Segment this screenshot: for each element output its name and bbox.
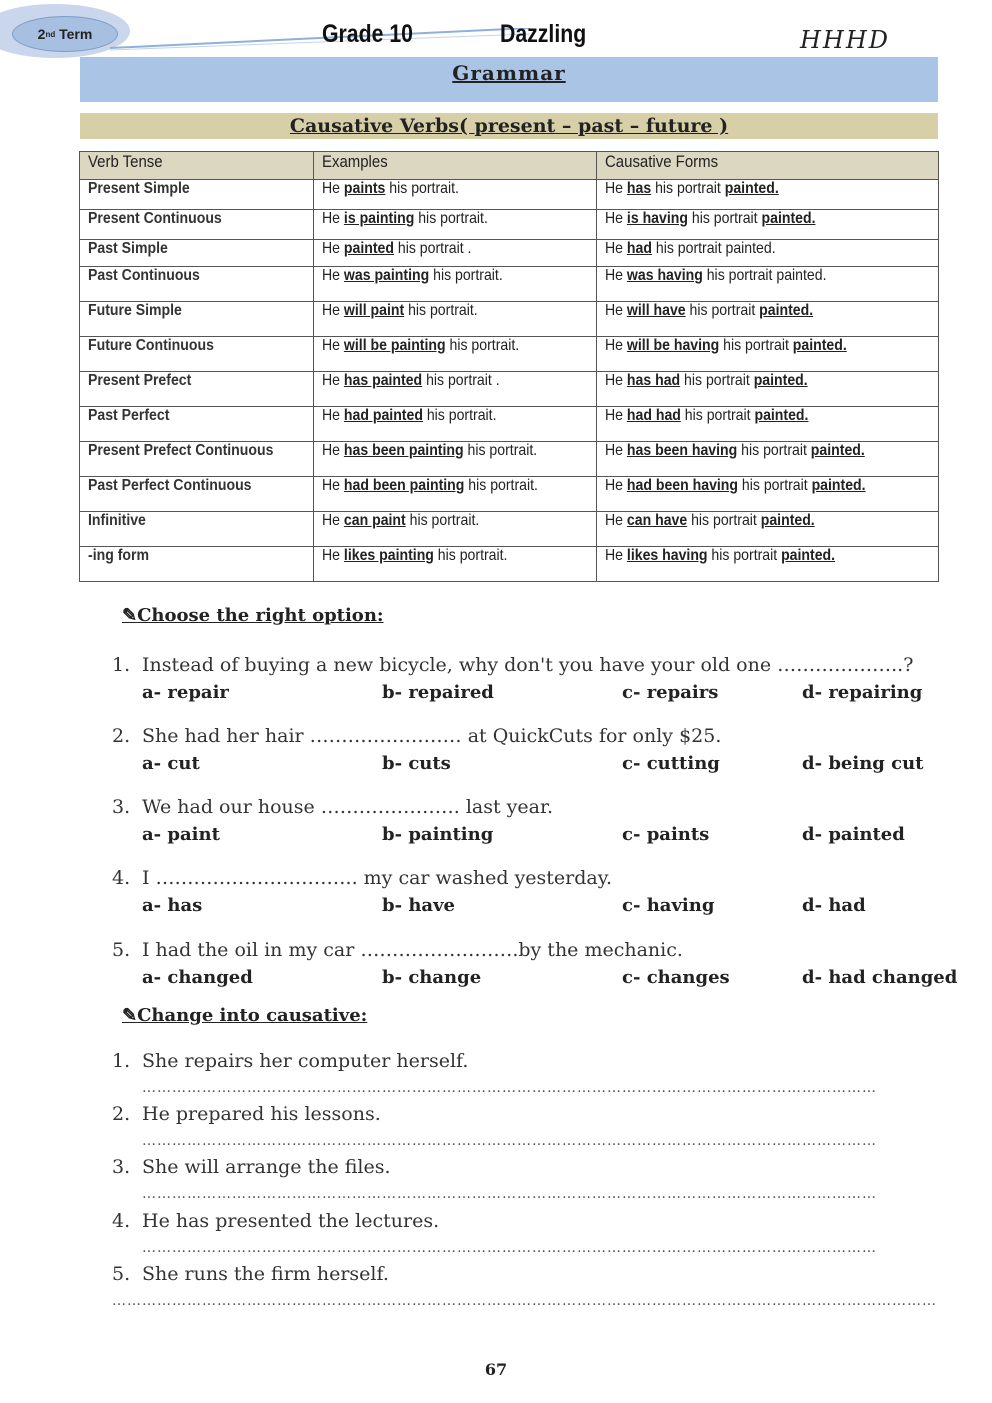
question-number: 1. bbox=[112, 654, 131, 676]
example-cell: He likes painting his portrait. bbox=[313, 547, 596, 582]
verb-tense-cell: Past Simple bbox=[80, 240, 314, 267]
question-text: I ………………………….. my car washed yesterday. bbox=[142, 867, 612, 889]
choose-option-title: ✎Choose the right option: bbox=[122, 605, 384, 626]
example-cell: He had painted his portrait. bbox=[313, 407, 596, 442]
answer-line[interactable]: ………………………………………………………………………………………………………………………………………………… bbox=[112, 1293, 937, 1309]
causative-form-cell: He has had his portrait painted. bbox=[596, 372, 939, 407]
causative-form-cell: He is having his portrait painted. bbox=[596, 210, 939, 240]
verb-tense-cell: Past Perfect bbox=[80, 407, 314, 442]
example-cell: He has painted his portrait . bbox=[313, 372, 596, 407]
table-row bbox=[80, 512, 939, 547]
book-title: Dazzling bbox=[500, 20, 587, 48]
exercise-item bbox=[112, 1263, 389, 1285]
verb-tense-cell: Past Perfect Continuous bbox=[80, 477, 314, 512]
example-cell: He will be painting his portrait. bbox=[313, 337, 596, 372]
exercise-item bbox=[112, 1103, 381, 1125]
page-number: 67 bbox=[484, 1360, 508, 1379]
question bbox=[112, 654, 913, 676]
causative-form-cell: He will be having his portrait painted. bbox=[596, 337, 939, 372]
example-cell: He has been painting his portrait. bbox=[313, 442, 596, 477]
question bbox=[112, 867, 612, 889]
causative-form-cell: He can have his portrait painted. bbox=[596, 512, 939, 547]
table-row bbox=[80, 477, 939, 512]
verb-tense-cell: Past Continuous bbox=[80, 267, 314, 302]
item-text: She runs the firm herself. bbox=[142, 1263, 389, 1285]
item-text: He prepared his lessons. bbox=[142, 1103, 381, 1125]
question bbox=[112, 796, 553, 818]
example-cell: He painted his portrait . bbox=[313, 240, 596, 267]
answer-line[interactable]: ………………………………………………………………………………………………………………………………… bbox=[142, 1133, 877, 1149]
table-row bbox=[80, 407, 939, 442]
verb-tense-cell: Present Prefect Continuous bbox=[80, 442, 314, 477]
answer-option[interactable]: c- repairs bbox=[622, 682, 719, 703]
header-swoosh-decoration bbox=[110, 28, 530, 52]
item-number: 3. bbox=[112, 1156, 131, 1178]
verb-tense-cell: Present Prefect bbox=[80, 372, 314, 407]
column-header: Verb Tense bbox=[80, 152, 314, 180]
question-number: 2. bbox=[112, 725, 131, 747]
table-row bbox=[80, 267, 939, 302]
term-number: 2 bbox=[37, 26, 46, 42]
causative-title: Causative Verbs( present – past – future ) bbox=[289, 115, 729, 137]
table-row bbox=[80, 547, 939, 582]
table-row bbox=[80, 180, 939, 210]
answer-option[interactable]: a- repair bbox=[142, 682, 229, 703]
verb-tense-cell: Infinitive bbox=[80, 512, 314, 547]
answer-option[interactable]: b- repaired bbox=[382, 682, 494, 703]
answer-line[interactable]: ………………………………………………………………………………………………………………………………… bbox=[142, 1186, 877, 1202]
table-row bbox=[80, 302, 939, 337]
example-cell: He will paint his portrait. bbox=[313, 302, 596, 337]
answer-option[interactable]: b- cuts bbox=[382, 753, 451, 774]
causative-form-cell: He will have his portrait painted. bbox=[596, 302, 939, 337]
question-number: 4. bbox=[112, 867, 131, 889]
item-number: 5. bbox=[112, 1263, 131, 1285]
item-number: 1. bbox=[112, 1050, 131, 1072]
answer-option[interactable]: b- painting bbox=[382, 824, 494, 845]
causative-form-cell: He has been having his portrait painted. bbox=[596, 442, 939, 477]
term-badge-label bbox=[12, 16, 118, 52]
answer-option[interactable]: d- being cut bbox=[802, 753, 924, 774]
answer-option[interactable]: c- having bbox=[622, 895, 715, 916]
exercise-item bbox=[112, 1156, 391, 1178]
answer-option[interactable]: c- paints bbox=[622, 824, 710, 845]
table-row bbox=[80, 240, 939, 267]
verb-tense-cell: Present Continuous bbox=[80, 210, 314, 240]
answer-option[interactable]: a- cut bbox=[142, 753, 200, 774]
answer-option[interactable]: d- repairing bbox=[802, 682, 923, 703]
causative-banner bbox=[80, 113, 938, 139]
causative-form-cell: He likes having his portrait painted. bbox=[596, 547, 939, 582]
causative-verbs-table bbox=[79, 151, 939, 582]
causative-form-cell: He had been having his portrait painted. bbox=[596, 477, 939, 512]
question-number: 5. bbox=[112, 939, 131, 961]
grade-label: Grade 10 bbox=[322, 20, 413, 48]
exercise-item bbox=[112, 1210, 439, 1232]
item-text: She repairs her computer herself. bbox=[142, 1050, 469, 1072]
answer-option[interactable]: d- painted bbox=[802, 824, 905, 845]
answer-option[interactable]: c- changes bbox=[622, 967, 730, 988]
causative-form-cell: He had his portrait painted. bbox=[596, 240, 939, 267]
answer-line[interactable]: ………………………………………………………………………………………………………………………………… bbox=[142, 1080, 877, 1096]
answer-line[interactable]: ………………………………………………………………………………………………………………………………… bbox=[142, 1240, 877, 1256]
example-cell: He had been painting his portrait. bbox=[313, 477, 596, 512]
item-number: 4. bbox=[112, 1210, 131, 1232]
answer-option[interactable]: b- have bbox=[382, 895, 455, 916]
term-ordinal: nd bbox=[45, 29, 56, 39]
verb-tense-cell: Present Simple bbox=[80, 180, 314, 210]
table-header-row bbox=[80, 152, 939, 180]
question-text: She had her hair …………………… at QuickCuts for only $25. bbox=[142, 725, 722, 747]
item-text: He has presented the lectures. bbox=[142, 1210, 440, 1232]
question-number: 3. bbox=[112, 796, 131, 818]
exercise-item bbox=[112, 1050, 468, 1072]
column-header: Examples bbox=[313, 152, 596, 180]
grammar-title: Grammar bbox=[452, 61, 566, 85]
table-row bbox=[80, 442, 939, 477]
answer-option[interactable]: d- had changed bbox=[802, 967, 958, 988]
question bbox=[112, 939, 683, 961]
causative-form-cell: He was having his portrait painted. bbox=[596, 267, 939, 302]
table-row bbox=[80, 337, 939, 372]
item-number: 2. bbox=[112, 1103, 131, 1125]
table-row bbox=[80, 372, 939, 407]
answer-option[interactable]: b- change bbox=[382, 967, 482, 988]
answer-option[interactable]: a- paint bbox=[142, 824, 220, 845]
column-header: Causative Forms bbox=[596, 152, 939, 180]
example-cell: He can paint his portrait. bbox=[313, 512, 596, 547]
item-text: She will arrange the files. bbox=[142, 1156, 391, 1178]
change-causative-title: ✎Change into causative: bbox=[122, 1005, 368, 1026]
term-word: Term bbox=[59, 26, 93, 42]
causative-form-cell: He has his portrait painted. bbox=[596, 180, 939, 210]
causative-form-cell: He had had his portrait painted. bbox=[596, 407, 939, 442]
answer-option[interactable]: c- cutting bbox=[622, 753, 720, 774]
question-text: I had the oil in my car …………………….by the mechanic. bbox=[142, 939, 683, 961]
verb-tense-cell: -ing form bbox=[80, 547, 314, 582]
example-cell: He paints his portrait. bbox=[313, 180, 596, 210]
answer-option[interactable]: a- has bbox=[142, 895, 203, 916]
example-cell: He is painting his portrait. bbox=[313, 210, 596, 240]
answer-option[interactable]: d- had bbox=[802, 895, 866, 916]
question-text: Instead of buying a new bicycle, why don't you have your old one ………………..? bbox=[142, 654, 914, 676]
answer-option[interactable]: a- changed bbox=[142, 967, 253, 988]
question bbox=[112, 725, 721, 747]
grammar-banner bbox=[80, 57, 938, 102]
verb-tense-cell: Future Continuous bbox=[80, 337, 314, 372]
example-cell: He was painting his portrait. bbox=[313, 267, 596, 302]
question-text: We had our house …………………. last year. bbox=[142, 796, 554, 818]
verb-tense-cell: Future Simple bbox=[80, 302, 314, 337]
table-row bbox=[80, 210, 939, 240]
author-signature: HHHD bbox=[800, 26, 891, 54]
